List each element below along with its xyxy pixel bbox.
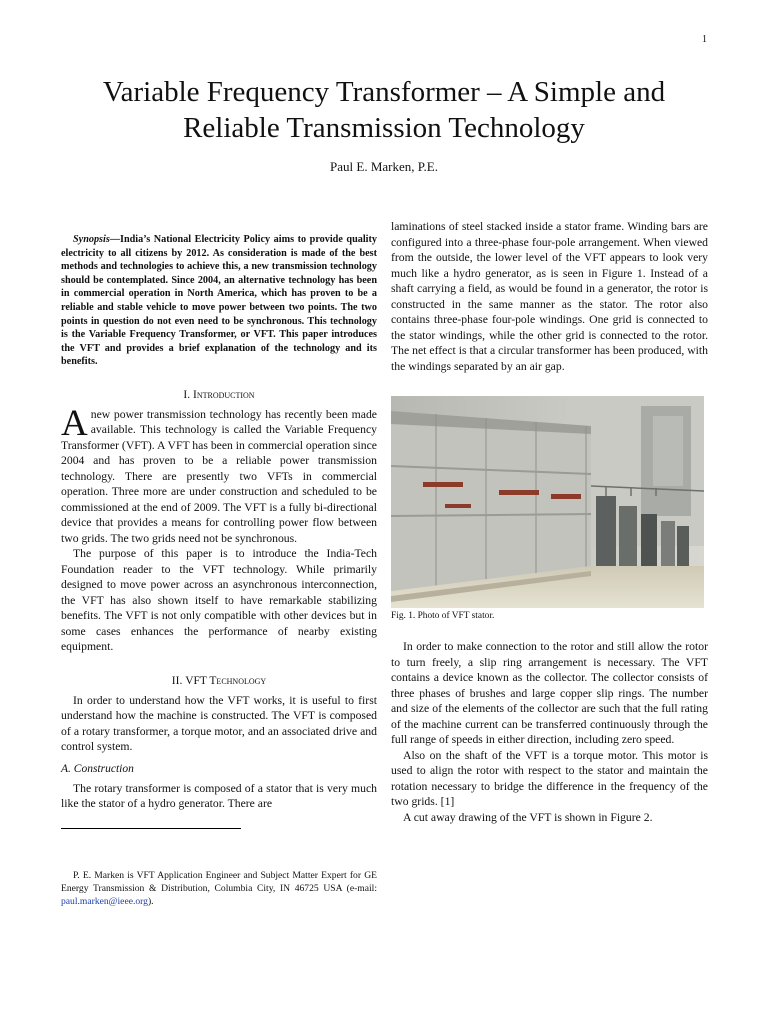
- section-heading-vft-technology: [61, 675, 377, 687]
- collector-paragraph: In order to make connection to the rotor and still allow the rotor to turn freely, a slip ring arrangement is necessary. The VFT contains a device known as the collector. The collector consists of three phases of brushes and large copper slip rings. The number and size of the elements of the collector are such that the full rating of the machine current can be transferred continuously through the full range of speeds in either direction, including zero speed.: [391, 640, 708, 746]
- footnote-divider: [61, 828, 241, 829]
- section-title: Introduction: [192, 388, 255, 401]
- intro-paragraph-2: The purpose of this paper is to introduce the India-Tech Foundation reader to the VFT technology. While primarily designed to move power across an asynchronous interconnection, the VFT has also shown itself to have remarkable stabilizing benefits. The VFT is not only compatible with other devices but in some cases enhances the performance of nearby existing equipment.: [61, 547, 377, 654]
- torque-motor-paragraph: Also on the shaft of the VFT is a torque motor. This motor is used to align the rotor with respect to the stator and maintain the rotation necessary to bridge the difference in the frequency of the two grids. [1]: [391, 748, 708, 808]
- section-heading-introduction: [61, 389, 377, 401]
- construction-continued-paragraph: laminations of steel stacked inside a stator frame. Winding bars are configured into a three-phase four-pole arrangement. When viewed from the outside, the lower level of the VFT appears to look very much like a hydro generator, as is seen in Figure 1. Instead of a shaft carrying a field, as would be found in a generator, the rotor is constructed in the same manner as the stator. The rotor also contains three-phase four-pole windings. One grid is connected to the stator windings, while the other grid is connected to the rotor. The net effect is that a circular transformer has been produced, with the windings separated by an air gap.: [391, 220, 708, 373]
- page-number: 1: [702, 34, 707, 45]
- right-column: [391, 219, 708, 825]
- figure-1-caption: Fig. 1. Photo of VFT stator.: [391, 611, 495, 621]
- intro-paragraph-1-text: new power transmission technology has recently been made available. This technology is called the Variable Frequency Transformer (VFT). A VFT has been in commercial operation since 2004 and has proven to be a reliable power transmission technology. There are presently two VFTs in commercial operation. Three more are under construction and scheduled to be commissioned at the end of 2009. The VFT is a fully bi-directional device that provides a means for controlling power flow between two grids. The two grids need not be synchronous.: [61, 407, 377, 545]
- footnote-end: ).: [147, 895, 154, 907]
- author-email-link[interactable]: paul.marken@ieee.org: [61, 895, 148, 907]
- title-line-1: Variable Frequency Transformer – A Simple and: [102, 76, 666, 108]
- title-line-2: Reliable Transmission Technology: [183, 112, 585, 144]
- section-numeral: I.: [183, 388, 193, 401]
- author-footnote: [61, 869, 377, 908]
- construction-paragraph: The rotary transformer is composed of a stator that is very much like the stator of a hydro generator. There are: [61, 781, 377, 811]
- section-numeral: II.: [171, 674, 186, 687]
- synopsis: [61, 233, 377, 369]
- left-column: [61, 233, 377, 908]
- vft-paragraph-1: In order to understand how the VFT works, it is useful to first understand how the machine is constructed. The VFT is composed of a rotary transformer, a torque motor, and an associated drive and control system.: [61, 693, 377, 754]
- drop-cap: A: [61, 402, 88, 444]
- vft-stator-photo: [391, 396, 704, 608]
- paper-title: [40, 74, 728, 146]
- author: Paul E. Marken, P.E.: [330, 159, 438, 174]
- synopsis-text: —India’s National Electricity Policy aims to provide quality electricity to all citizens by 2012. As consideration is made of the best methods and technologies to achieve this, a new transmission technology should be contemplated. Since 2004, an alternative technology has been in commercial operation in North America, which has proven to be a reliable and stable vehicle to move power between two points. The two points in question do not even need to be synchronous. This technology is the Variable Frequency Transformer, or VFT. This paper introduces the VFT and provides a brief explanation of the technology and its benefits.: [61, 234, 377, 368]
- intro-paragraph-1: [61, 402, 377, 547]
- stator-photo-illustration: [391, 396, 704, 608]
- subsection-heading-construction: A. Construction: [61, 762, 134, 775]
- footnote-text: P. E. Marken is VFT Application Engineer and Subject Matter Expert for GE Energy Transmission & Distribution, Columbia City, IN 46725 USA (e-mail:: [61, 869, 377, 894]
- figure-2-reference-paragraph: A cut away drawing of the VFT is shown in Figure 2.: [403, 810, 653, 824]
- section-title: VFT Technology: [185, 674, 267, 687]
- synopsis-keyword: Synopsis: [73, 234, 110, 245]
